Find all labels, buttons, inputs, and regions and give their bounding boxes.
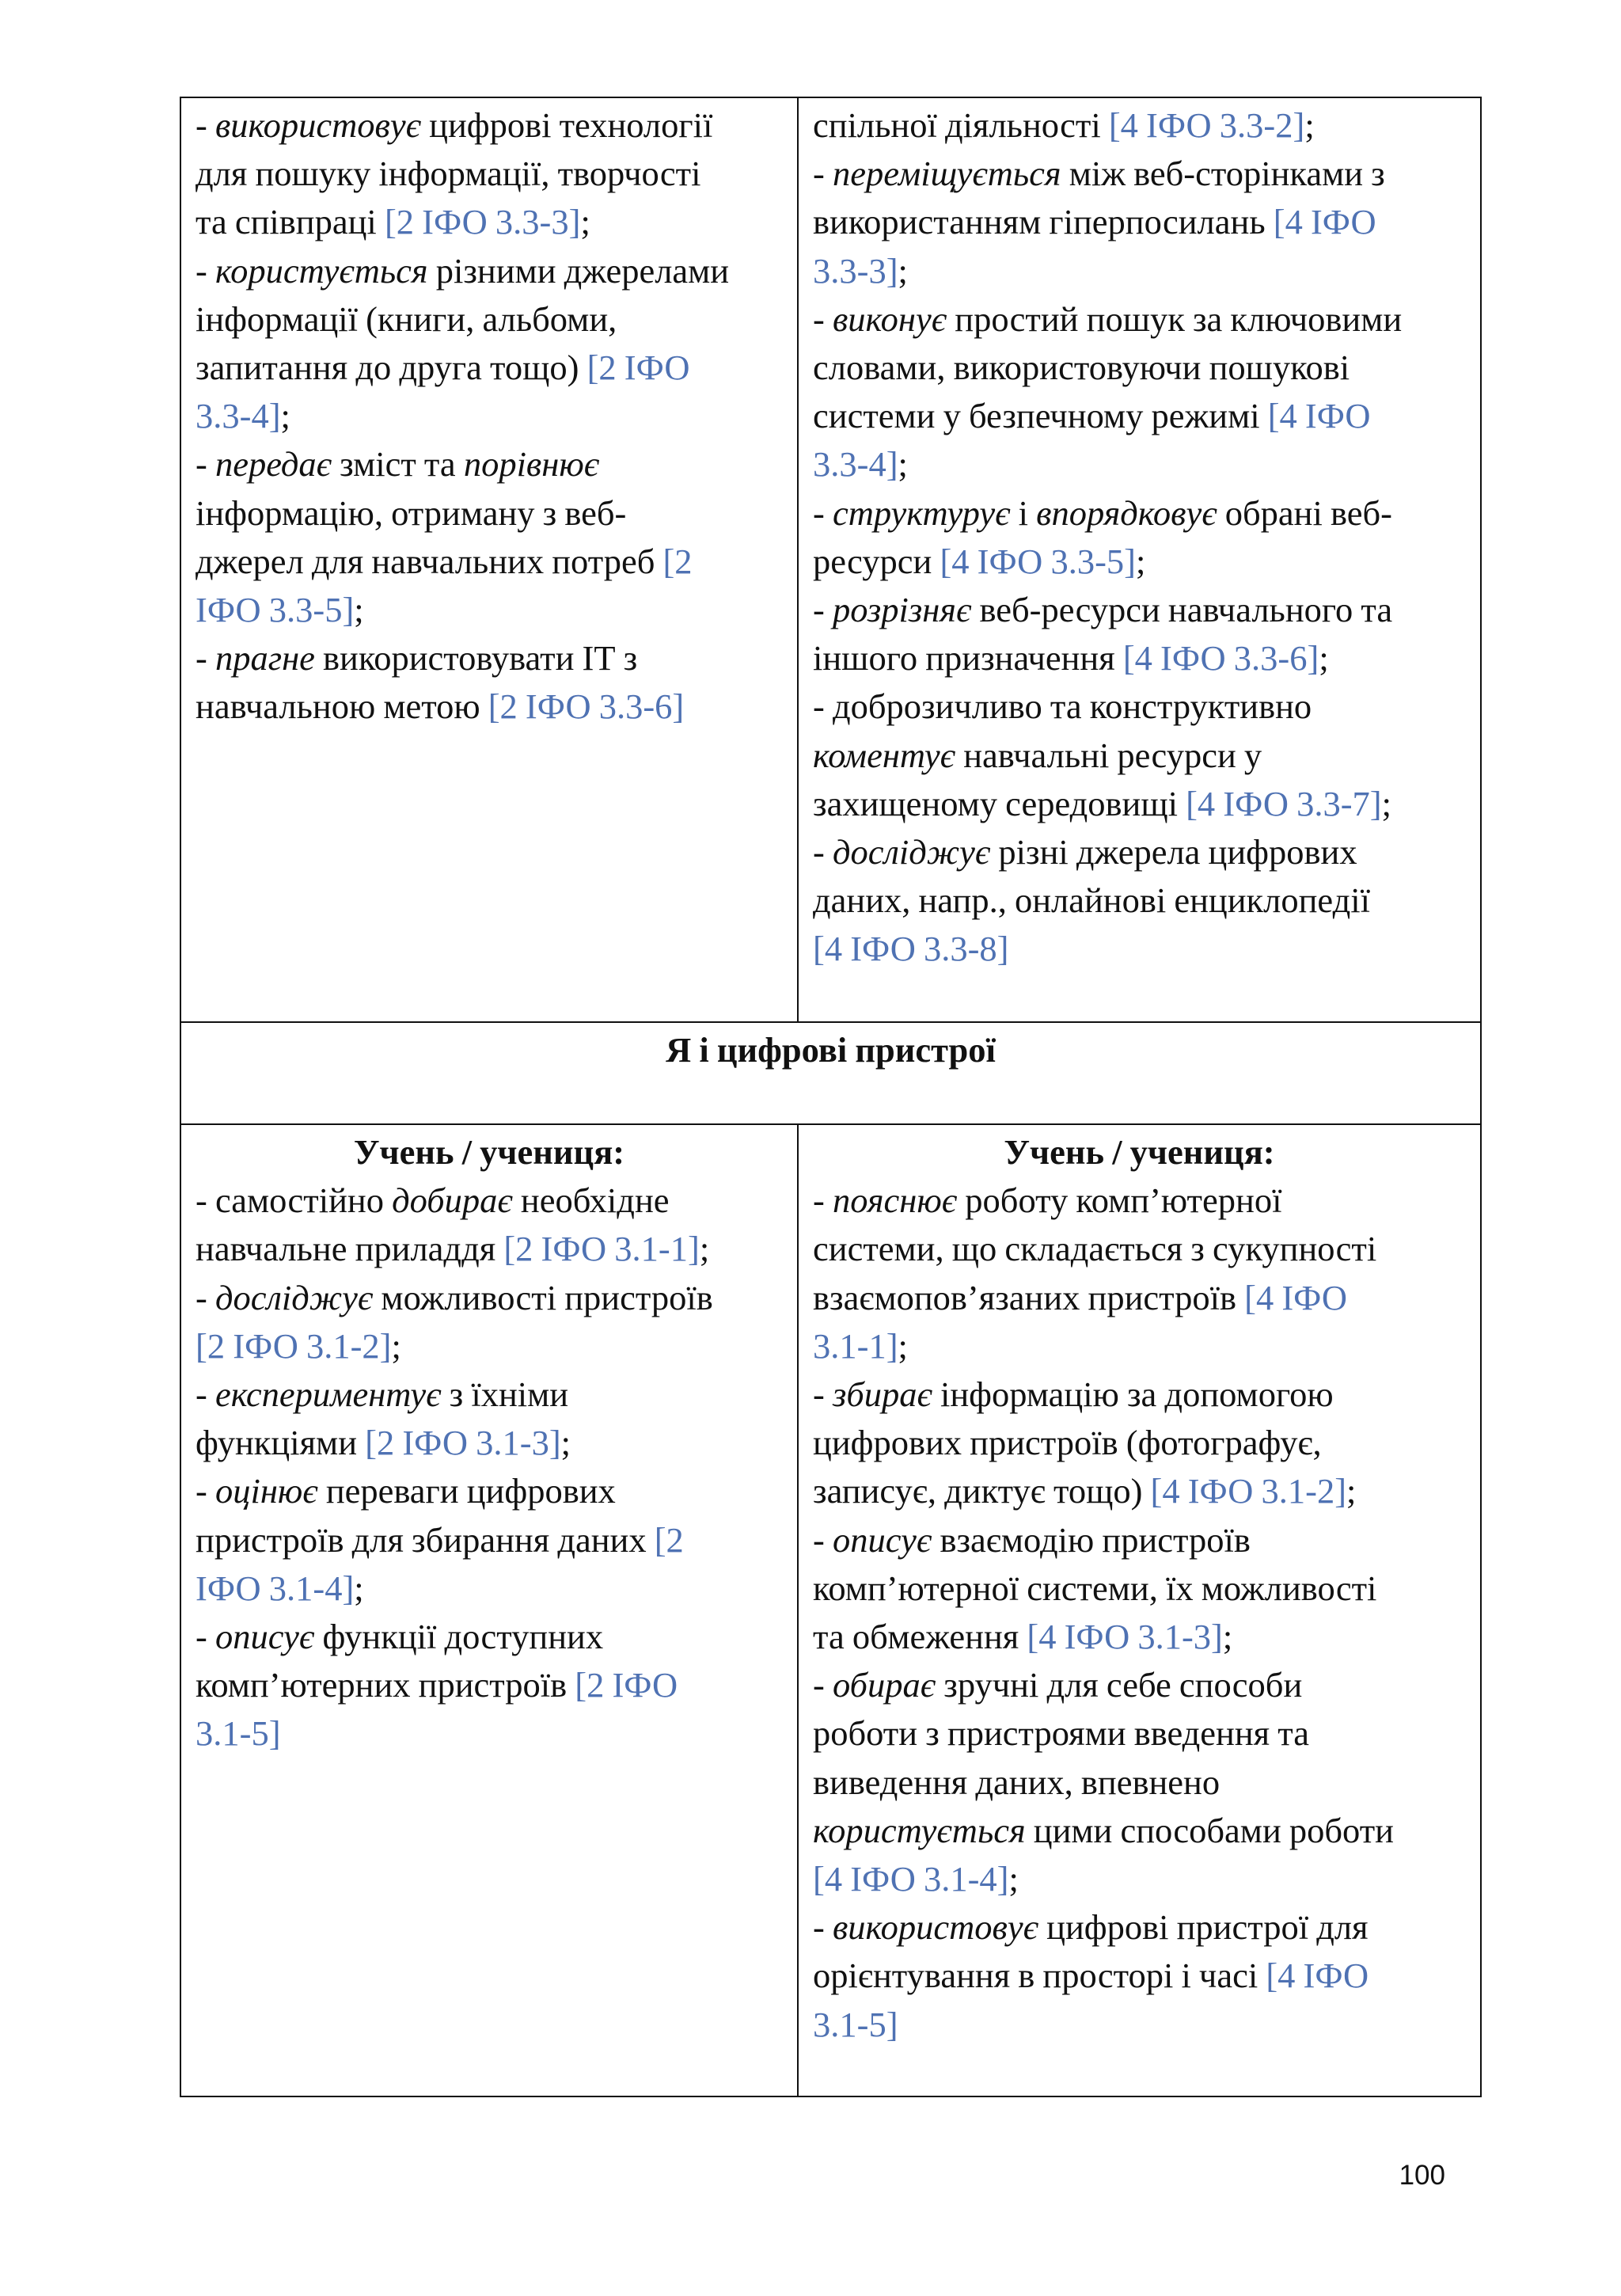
text-segment: захищеному середовищі [813, 783, 1186, 823]
text-segment: та обмеження [813, 1617, 1027, 1657]
outcome-reference: [2 ІФО 3.3-6] [488, 686, 685, 727]
text-line [813, 1758, 1466, 1807]
outcomes-list-bottom-right [813, 1177, 1466, 2049]
outcome-reference: ІФО 3.3-5] [196, 590, 355, 630]
text-line [196, 1516, 783, 1564]
text-line [196, 101, 783, 150]
outcome-reference: [4 ІФО [1244, 1277, 1348, 1317]
text-line [196, 1709, 783, 1758]
outcome-reference: [4 ІФО 3.3-8] [813, 929, 1009, 969]
text-line [196, 538, 783, 586]
action-verb: переміщується [832, 154, 1061, 194]
outcome-reference: [4 ІФО 3.1-4] [813, 1859, 1009, 1899]
outcome-reference: [4 ІФО [1273, 202, 1376, 242]
text-line [813, 780, 1466, 828]
action-verb: коментує [813, 735, 956, 775]
table-row [180, 1022, 1481, 1124]
text-segment: системи, що складається з сукупності [813, 1229, 1377, 1269]
text-line [196, 440, 783, 488]
text-segment: навчальне приладдя [196, 1229, 504, 1269]
text-segment: - [813, 1180, 833, 1221]
text-line [196, 295, 783, 344]
action-verb: пояснює [832, 1180, 958, 1221]
table-row [180, 1124, 1481, 2096]
text-line [813, 634, 1466, 682]
text-line [196, 634, 783, 682]
text-segment: - [196, 638, 215, 679]
text-line [813, 1709, 1466, 1758]
text-segment: навчальні ресурси у [955, 735, 1262, 775]
text-line [813, 344, 1466, 392]
text-segment: простий пошук за ключовими [947, 298, 1403, 339]
text-line [813, 828, 1466, 876]
outcome-reference: 3.3-3] [813, 250, 898, 291]
text-line [196, 198, 783, 246]
text-line [196, 247, 783, 295]
text-segment: джерел для навчальних потреб [196, 541, 663, 581]
text-line [813, 1177, 1466, 1225]
action-verb: досліджує [214, 1277, 374, 1317]
text-segment: - [813, 1519, 833, 1560]
action-verb: виконує [832, 298, 947, 339]
text-segment: зручні для себе способи [936, 1665, 1303, 1705]
top-right-cell [798, 97, 1481, 1022]
outcome-reference: 3.3-4] [196, 396, 281, 436]
outcomes-list-bottom-left [196, 1177, 783, 1758]
text-line [813, 1564, 1466, 1613]
curriculum-table [180, 97, 1482, 2097]
text-line [813, 1516, 1466, 1564]
text-segment: та співпраці [196, 202, 385, 242]
text-segment: - [813, 1374, 833, 1415]
text-segment: з їхніми [441, 1374, 569, 1415]
text-segment: ; [1304, 105, 1315, 145]
text-segment: ; [898, 1325, 908, 1366]
text-line [196, 1274, 783, 1322]
text-segment: інформації (книги, альбоми, [196, 298, 617, 339]
text-segment: ; [1319, 638, 1329, 679]
text-segment: - [813, 1665, 833, 1705]
action-verb: описує [214, 1617, 315, 1657]
outcome-reference: [4 ІФО 3.1-2] [1150, 1471, 1347, 1511]
text-segment: - [813, 298, 833, 339]
action-verb: експериментує [214, 1374, 442, 1415]
outcome-reference: [4 ІФО 3.3-2] [1108, 105, 1305, 145]
outcome-reference: [4 ІФО [1266, 1956, 1369, 1996]
outcome-reference: [4 ІФО 3.3-5] [940, 541, 1136, 581]
text-segment: - [196, 444, 215, 485]
action-verb: описує [832, 1519, 932, 1560]
text-segment: обрані веб- [1217, 492, 1392, 533]
text-segment: цифрові технології [421, 105, 713, 145]
text-line [196, 1613, 783, 1661]
text-segment: необхідне [512, 1180, 670, 1221]
text-segment: для пошуку інформації, творчості [196, 154, 701, 194]
text-line [813, 1613, 1466, 1661]
text-segment: запитання до друга тощо) [196, 348, 587, 388]
text-line [813, 489, 1466, 538]
text-segment: взаємодію пристроїв [932, 1519, 1251, 1560]
outcome-reference: 3.1-1] [813, 1325, 898, 1366]
text-segment: - [196, 1617, 215, 1657]
text-line [196, 586, 783, 634]
action-verb: користується [813, 1810, 1026, 1850]
text-line [813, 1952, 1466, 2000]
outcome-reference: [2 ІФО 3.1-2] [196, 1325, 392, 1366]
text-segment: ; [898, 444, 908, 485]
outcome-reference: [2 [654, 1519, 684, 1560]
text-line [196, 1322, 783, 1370]
text-segment: іншого призначення [813, 638, 1123, 679]
text-segment: записує, диктує тощо) [813, 1471, 1151, 1511]
text-segment: веб-ресурси навчального та [971, 590, 1393, 630]
outcome-reference: 3.1-5] [196, 1713, 281, 1754]
text-line [813, 198, 1466, 246]
text-segment: - [813, 154, 833, 194]
text-segment: інформацію за допомогою [932, 1374, 1334, 1415]
action-verb: досліджує [832, 832, 991, 872]
text-segment: роботи з пристроями введення та [813, 1713, 1310, 1754]
text-segment: - [813, 832, 833, 872]
text-segment: і [1010, 492, 1037, 533]
text-line [813, 1322, 1466, 1370]
outcome-reference: 3.1-5] [813, 2004, 898, 2044]
text-segment: - [813, 590, 833, 630]
top-left-cell [180, 97, 798, 1022]
action-verb: порівнює [463, 444, 600, 485]
text-segment: ; [1008, 1859, 1019, 1899]
text-line [813, 1467, 1466, 1515]
outcomes-list-top-right [813, 101, 1466, 974]
text-segment: функції доступних [314, 1617, 604, 1657]
page-number: 100 [1399, 2160, 1445, 2191]
text-segment: цими способами роботи [1025, 1810, 1394, 1850]
text-segment: роботу комп’ютерної [957, 1180, 1282, 1221]
text-segment: ; [354, 1568, 364, 1608]
text-line [813, 925, 1466, 973]
text-segment: ; [560, 1423, 571, 1463]
text-segment: комп’ютерних пристроїв [196, 1665, 575, 1705]
text-segment: даних, напр., онлайнові енциклопедії [813, 880, 1370, 921]
outcome-reference: [2 ІФО 3.3-3] [384, 202, 581, 242]
text-segment: переваги цифрових [317, 1471, 616, 1511]
text-line [196, 1225, 783, 1273]
text-segment: ; [1222, 1617, 1233, 1657]
outcome-reference: 3.3-4] [813, 444, 898, 485]
action-verb: обирає [832, 1665, 936, 1705]
outcome-reference: [4 ІФО 3.1-3] [1027, 1617, 1223, 1657]
column-header-left: Учень / учениця: [353, 1132, 625, 1172]
text-line [813, 101, 1466, 150]
text-segment: ; [898, 250, 908, 291]
text-segment: - [196, 105, 215, 145]
text-segment: між веб-сторінками з [1061, 154, 1385, 194]
text-segment: ; [280, 396, 290, 436]
text-line [813, 1274, 1466, 1322]
text-line [813, 295, 1466, 344]
text-line [813, 2001, 1466, 2049]
text-segment: ; [1381, 783, 1391, 823]
text-line [196, 1467, 783, 1515]
action-verb: використовує [214, 105, 421, 145]
text-segment: функціями [196, 1423, 366, 1463]
text-segment: словами, використовуючи пошукові [813, 348, 1350, 388]
text-line [813, 1225, 1466, 1273]
text-segment: навчальною метою [196, 686, 488, 727]
text-segment: - доброзичливо та конструктивно [813, 686, 1312, 727]
text-line [196, 1661, 783, 1709]
text-line [813, 1903, 1466, 1952]
text-segment: - [196, 250, 215, 291]
action-verb: добирає [392, 1180, 513, 1221]
text-segment: - [196, 1471, 215, 1511]
section-title: Я і цифрові пристрої [180, 1022, 1481, 1124]
text-segment: пристроїв для збирання даних [196, 1519, 655, 1560]
text-line [196, 682, 783, 731]
text-segment: цифрових пристроїв (фотографує, [813, 1423, 1322, 1463]
text-segment: виведення даних, впевнено [813, 1762, 1220, 1802]
bottom-right-cell [798, 1124, 1481, 2096]
text-segment: взаємопов’язаних пристроїв [813, 1277, 1245, 1317]
text-line [813, 682, 1466, 731]
text-line [813, 1855, 1466, 1903]
text-segment: можливості пристроїв [373, 1277, 713, 1317]
text-line [196, 1419, 783, 1467]
text-line [813, 392, 1466, 440]
text-segment: використанням гіперпосилань [813, 202, 1274, 242]
text-segment: різними джерелами [427, 250, 730, 291]
action-verb: структурує [832, 492, 1011, 533]
text-segment: різні джерела цифрових [990, 832, 1357, 872]
text-line [813, 1661, 1466, 1709]
outcome-reference: [4 ІФО 3.3-6] [1122, 638, 1319, 679]
outcome-reference: [2 ІФО [575, 1665, 678, 1705]
outcome-reference: [2 [662, 541, 693, 581]
text-segment: ; [1346, 1471, 1357, 1511]
action-verb: оцінює [214, 1471, 318, 1511]
text-segment: спільної діяльності [813, 105, 1109, 145]
action-verb: використовує [832, 1907, 1038, 1948]
text-segment: цифрові пристрої для [1038, 1907, 1369, 1948]
text-line [813, 1370, 1466, 1419]
action-verb: розрізняє [832, 590, 972, 630]
text-line [813, 150, 1466, 198]
bottom-left-cell [180, 1124, 798, 2096]
action-verb: впорядковує [1036, 492, 1217, 533]
action-verb: користується [214, 250, 428, 291]
outcome-reference: [2 ІФО [587, 348, 690, 388]
text-segment: - [196, 1277, 215, 1317]
text-line [813, 876, 1466, 925]
text-segment: ресурси [813, 541, 940, 581]
table-row [180, 97, 1481, 1022]
outcome-reference: [4 ІФО 3.3-7] [1186, 783, 1382, 823]
text-line [813, 1807, 1466, 1855]
text-line [813, 732, 1466, 780]
text-segment: використовувати ІТ з [314, 638, 638, 679]
text-segment: - самостійно [196, 1180, 393, 1221]
text-line [813, 1419, 1466, 1467]
text-segment: комп’ютерної системи, їх можливості [813, 1568, 1377, 1608]
text-line [196, 392, 783, 440]
action-verb: збирає [832, 1374, 932, 1415]
text-segment: - [196, 1374, 215, 1415]
text-segment: зміст та [332, 444, 464, 485]
text-segment: орієнтування в просторі і часі [813, 1956, 1266, 1996]
text-segment: системи у безпечному режимі [813, 396, 1268, 436]
outcome-reference: [4 ІФО [1267, 396, 1371, 436]
text-line [813, 538, 1466, 586]
text-line [196, 344, 783, 392]
text-segment: ; [391, 1325, 401, 1366]
text-segment: ; [1135, 541, 1146, 581]
action-verb: прагне [214, 638, 315, 679]
text-line [813, 440, 1466, 488]
action-verb: передає [214, 444, 332, 485]
text-line [196, 1370, 783, 1419]
outcomes-list-top-left [196, 101, 783, 732]
text-segment: інформацію, отриману з веб- [196, 492, 627, 533]
text-segment: - [813, 1907, 833, 1948]
text-line [196, 1177, 783, 1225]
column-header-right: Учень / учениця: [1004, 1132, 1275, 1172]
text-segment: ; [580, 202, 590, 242]
outcome-reference: ІФО 3.1-4] [196, 1568, 355, 1608]
text-segment: ; [354, 590, 364, 630]
outcome-reference: [2 ІФО 3.1-1] [503, 1229, 700, 1269]
text-line [196, 1564, 783, 1613]
text-segment: ; [699, 1229, 710, 1269]
text-line [813, 247, 1466, 295]
text-line [196, 489, 783, 538]
text-line [196, 150, 783, 198]
text-segment: - [813, 492, 833, 533]
text-line [813, 586, 1466, 634]
outcome-reference: [2 ІФО 3.1-3] [365, 1423, 561, 1463]
